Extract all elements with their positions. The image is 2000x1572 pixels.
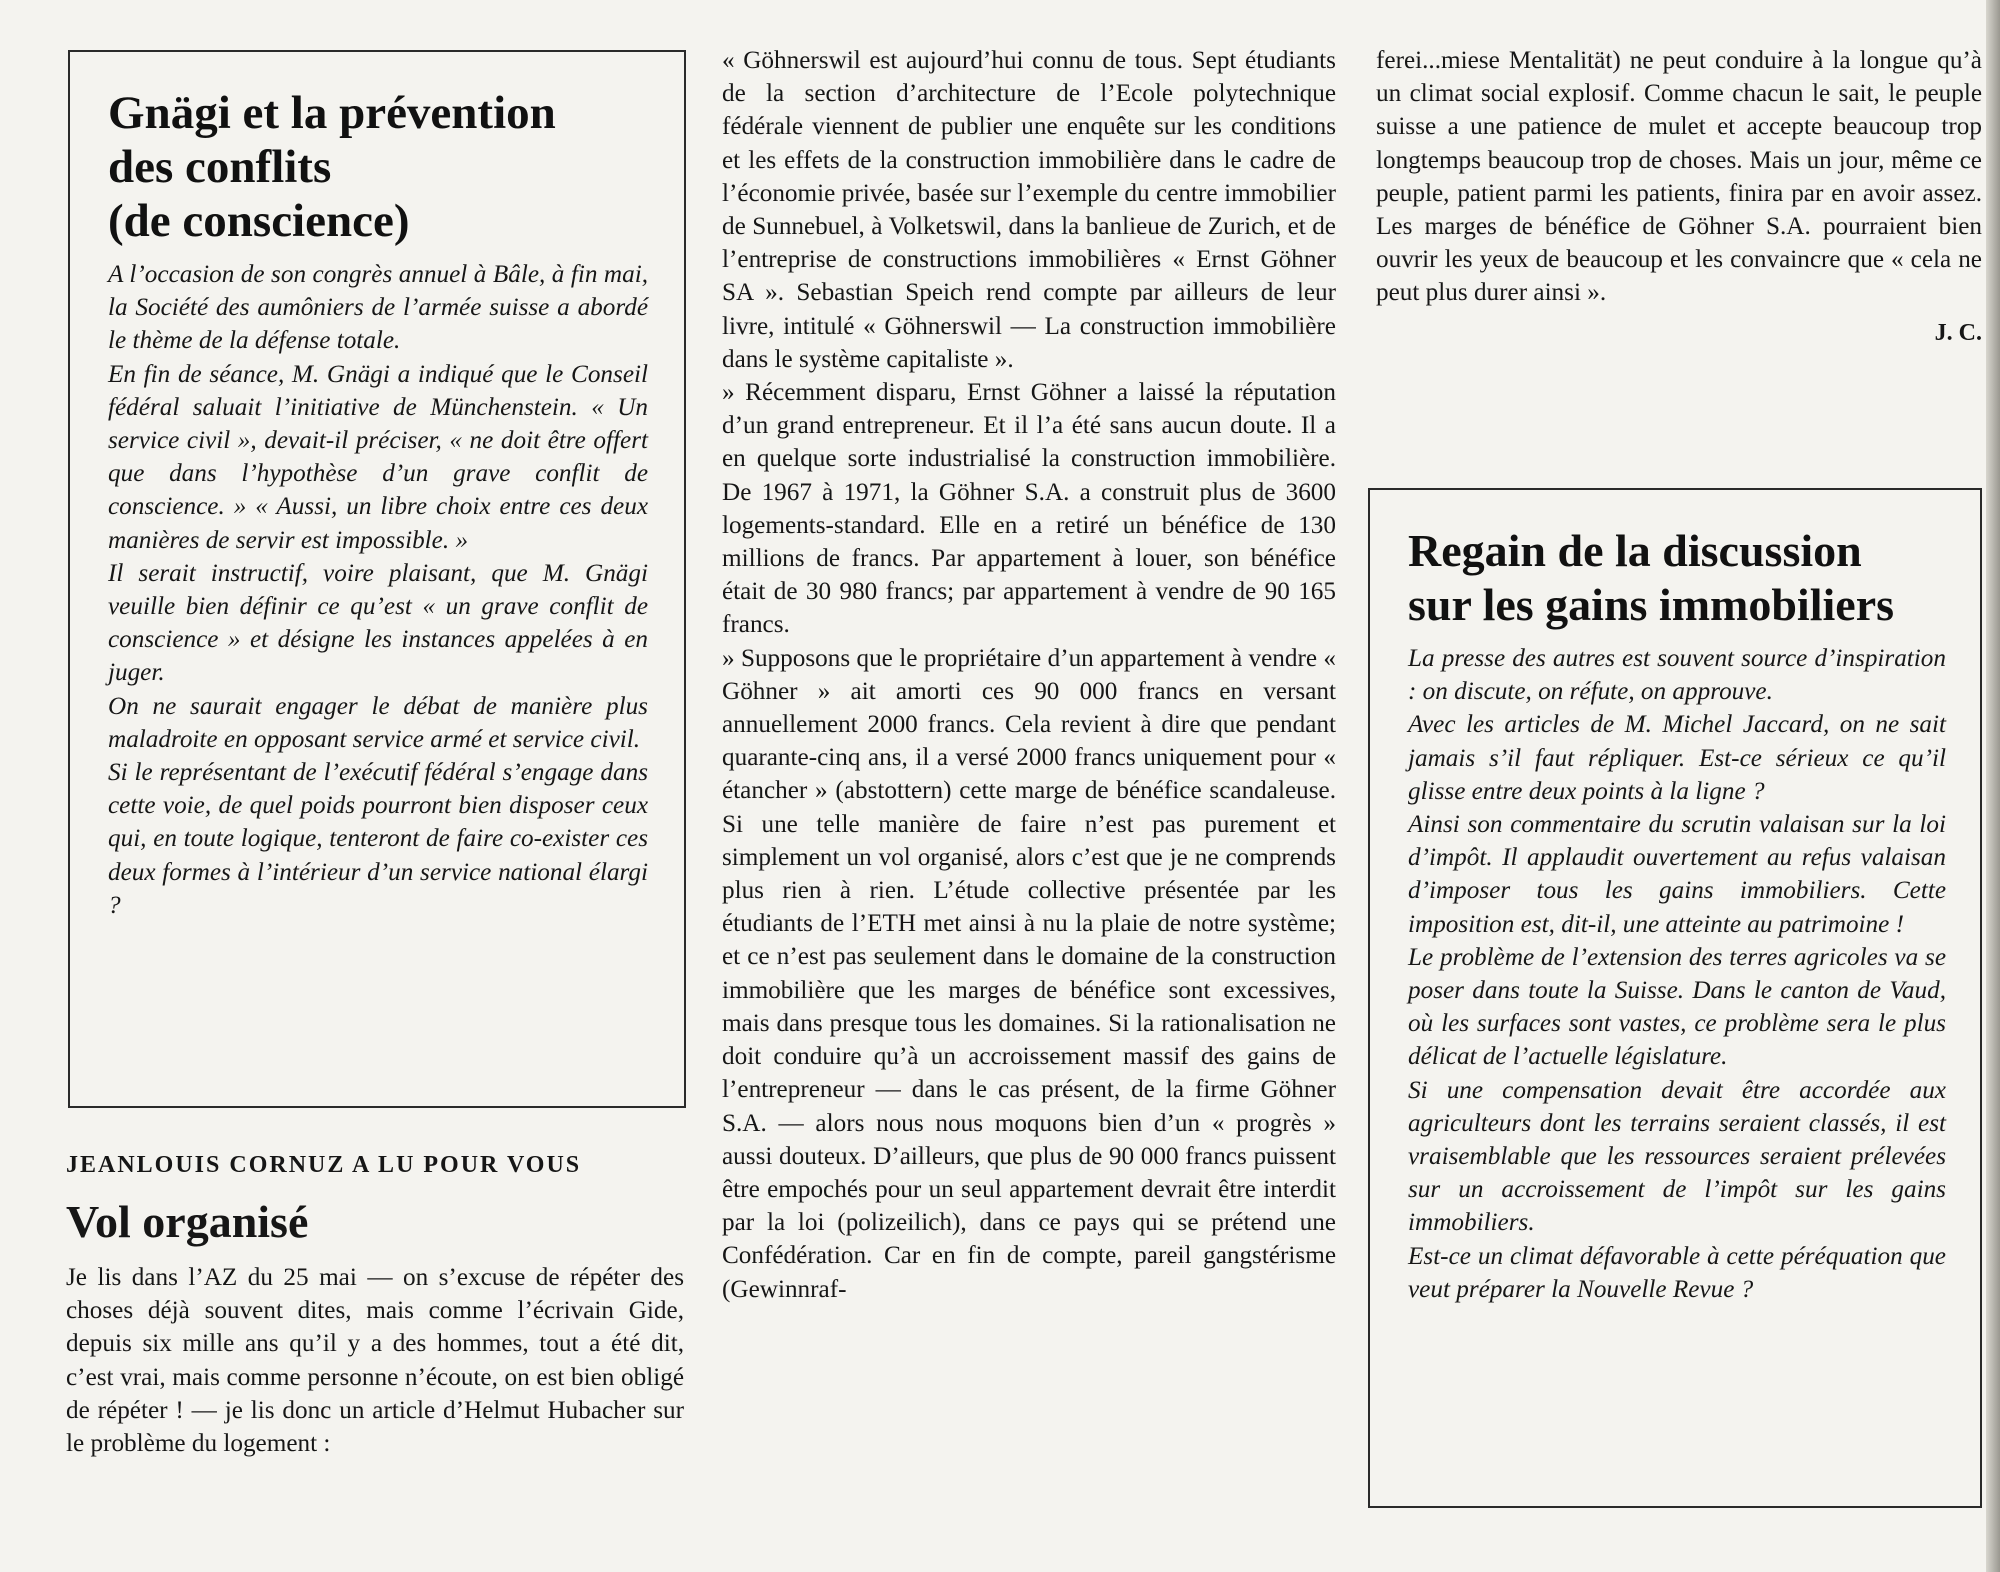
gnagi-paragraph-4: On ne saurait engager le débat de manière plus maladroite en opposant service armé et service civil. [108,692,648,753]
gains-title-line-2: sur les gains immobiliers [1408,579,1895,630]
gains-title [1408,524,1946,632]
article-paragraph-4: ferei...miese Mentalität) ne peut conduire à la longue qu’à un climat social explosif. Comme chacun le sait, le peuple suisse a une patience de mulet et accepte beaucoup trop longtemps beaucoup trop de choses. Mais un jour, même ce peuple, patient parmi les patients, finira par en avoir assez. Les marges de bénéfice de Göhner S.A. pourraient bien ouvrir les yeux de beaucoup et les convaincre que « cela ne peut plus durer ainsi ». [1376,47,1982,307]
gnagi-title-line-1: Gnägi et la prévention [108,87,556,139]
article-kicker: JEANLOUIS CORNUZ A LU POUR VOUS [66,1152,582,1178]
article-paragraph-2: » Récemment disparu, Ernst Göhner a laissé la réputation d’un grand entrepreneur. Et il l’a été sans aucun doute. Il a en quelque sorte industrialisé la construction immobilière. De 1967 à 1971, la Göhner S.A. a construit plus de 3600 logements-standard. Elle en a retiré un bénéfice de 130 millions de francs. Par appartement à louer, son bénéfice était de 30 980 francs; par appartement à vendre de 90 165 francs. [722,379,1336,639]
gnagi-title-line-2: des conflits [108,141,332,193]
gains-paragraph-3: Ainsi son commentaire du scrutin valaisan sur la loi d’impôt. Il applaudit ouvertement au refus valaisan d’imposer tous les gains immobiliers. Cette imposition est, dit-il, une atteinte au patrimoine ! [1408,811,1946,938]
article-right-column [1376,44,1982,347]
gnagi-paragraph-3: Il serait instructif, voire plaisant, que M. Gnägi veuille bien définir ce qu’est « un grave conflit de conscience » et désigne les instances appelées à en juger. [108,559,648,687]
article-middle-column [722,44,1336,1306]
gains-paragraph-1: La presse des autres est souvent source d’inspiration : on discute, on réfute, on approuve. [1408,645,1946,706]
article-headline: Vol organisé [66,1196,309,1247]
gnagi-paragraph-1: A l’occasion de son congrès annuel à Bâle, à fin mai, la Société des aumôniers de l’armée suisse a abordé le thème de la défense totale. [108,261,648,355]
gnagi-paragraph-5: Si le représentant de l’exécutif fédéral s’engage dans cette voie, de quel poids pourront bien disposer ceux qui, en toute logique, tenteront de faire co-exister ces deux formes à l’intérieur d’un service national élargi ? [108,759,648,919]
gains-box [1368,488,1982,1508]
page-binding-edge [1986,0,2000,1572]
gnagi-title [108,86,648,248]
gains-paragraph-5: Si une compensation devait être accordée aux agriculteurs dont les terrains seraient classés, il est vraisemblable que les ressources seraient prélevées sur un accroissement de l’impôt sur les gains immobiliers. [1408,1076,1946,1237]
gains-paragraph-6: Est-ce un climat défavorable à cette péréquation que veut préparer la Nouvelle Revue ? [1408,1242,1946,1303]
gnagi-box [68,50,686,1108]
gains-paragraph-2: Avec les articles de M. Michel Jaccard, on ne sait jamais s’il faut répliquer. Est-ce sérieux ce qu’il glisse entre deux points à la ligne ? [1408,711,1946,805]
gnagi-title-line-3: (de conscience) [108,195,410,247]
gnagi-paragraph-2: En fin de séance, M. Gnägi a indiqué que le Conseil fédéral saluait l’initiative de Münchenstein. « Un service civil », devait-il préciser, « ne doit être offert que dans l’hypothèse d’un grave conflit de conscience. » « Aussi, un libre choix entre ces deux manières de servir est impossible. » [108,360,648,554]
article-left-column [66,1152,684,1460]
article-signature: J. C. [1934,319,1982,346]
gains-paragraph-4: Le problème de l’extension des terres agricoles va se poser dans toute la Suisse. Dans le canton de Vaud, où les surfaces sont vastes, ce problème sera le plus délicat de l’actuelle législature. [1408,943,1946,1071]
article-intro: Je lis dans l’AZ du 25 mai — on s’excuse de répéter des choses déjà souvent dites, mais comme l’écrivain Gide, depuis six mille ans qu’il y a des hommes, tout a été dit, c’est vrai, mais comme personne n’écoute, on est bien obligé de répéter ! — je lis donc un article d’Helmut Hubacher sur le problème du logement : [66,1264,684,1458]
gains-title-line-1: Regain de la discussion [1408,525,1862,576]
article-paragraph-1: « Göhnerswil est aujourd’hui connu de tous. Sept étudiants de la section d’architecture de l’Ecole polytechnique fédérale viennent de publier une enquête sur les conditions et les effets de la construction immobilière dans le cadre de l’économie privée, basée sur l’exemple du centre immobilier de Sunnebuel, à Volketswil, dans la banlieue de Zurich, et de l’entreprise de constructions immobilières « Ernst Göhner SA ». Sebastian Speich rend compte par ailleurs de leur livre, intitulé « Göhnerswil — La construction immobilière dans le système capitaliste ». [722,47,1336,373]
article-paragraph-3: » Supposons que le propriétaire d’un appartement à vendre « Göhner » ait amorti ces 90 000 francs en versant annuellement 2000 francs. Cela revient à dire que pendant quarante-cinq ans, il a versé 2000 francs uniquement pour « étancher » (abstottern) cette marge de bénéfice scandaleuse. Si une telle manière de faire n’est pas purement et simplement un vol organisé, alors c’est que je ne comprends plus rien à rien. L’étude collective présentée par les étudiants de l’ETH met ainsi à nu la plaie de notre système; et ce n’est pas seulement dans le domaine de la construction immobilière que les marges de bénéfice sont excessives, mais dans presque tous les domaines. Si la rationalisation ne doit conduire qu’à un accroissement massif des gains de l’entrepreneur — dans le cas présent, de la firme Göhner S.A. — alors nous nous moquons bien d’un « progrès » aussi douteux. D’ailleurs, que plus de 90 000 francs puissent être empochés pour un seul appartement devrait être interdit par la loi (polizeilich), dans ce pays qui se prétend une Confédération. Car en fin de compte, pareil gangstérisme (Gewinnraf- [722,644,1336,1303]
